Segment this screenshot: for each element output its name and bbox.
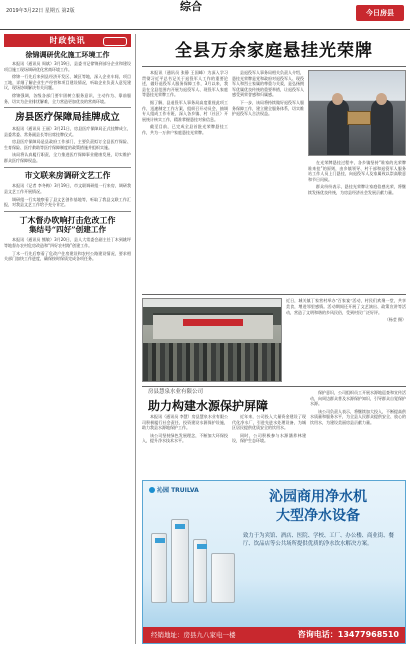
person-figure — [327, 99, 349, 155]
bottom-para: 同时，公司积极参与水源涵养林建设，保护生态环境。 — [232, 432, 306, 444]
contact-bar — [143, 627, 406, 643]
article-3-para: 调研组一行实地察看了县文艺创作基地等，听取了我县文联工作汇报，对我县文艺工作给予充分肯定。 — [4, 196, 131, 208]
crowd — [143, 343, 282, 381]
section-title: 综合 — [180, 0, 202, 13]
article-3-para: 本报讯（记者 李冬梅）3月19日，市文联调研组一行来房，调研我县文艺工作开展情况。 — [4, 183, 131, 194]
masthead — [0, 0, 410, 30]
bottom-headline: 助力构建水源保护屏障 — [148, 399, 269, 413]
brand-logo — [149, 487, 199, 494]
article-1-para: 本报讯（通讯员 周斌）3月19日，县委书记徐锦到部分企业和建设项目施工现场调研优化营商环境工作。 — [4, 61, 131, 72]
divider — [4, 211, 131, 212]
bottom-para: 本报讯（通讯员 李慧）房县慧泉水业有限公司积极履行社会责任，投资建设水源保护设施，助力我县水源地保护工作。 — [142, 414, 228, 431]
bottom-column-2 — [232, 414, 306, 478]
article-2-para: 本报讯（通讯员 王丽）3月21日，房县医疗保障局正式挂牌成立，县委常委、常务副县长等出席挂牌仪式。 — [4, 125, 131, 137]
brand-name: 沁园 TRUILVA — [157, 487, 199, 494]
water-dispenser-icon — [193, 539, 207, 603]
article-4-subtitle: 集结号“四好”创建工作 — [28, 225, 107, 235]
article-2-para: 房县医疗保障局是县政府工作部门，主要负责拟订全县医疗保险、生育保险、医疗救助等医疗保障制度的政策措施并组织实施。 — [4, 139, 131, 150]
honor-plaque-photo — [308, 70, 406, 156]
ad-subtitle: 大型净水设备 — [276, 508, 360, 524]
main-para: 下一步，该局将持续做好退役军人服务保障工作，建立健全服务体系，切实维护退役军人合法权益。 — [232, 99, 304, 117]
ad-title: 沁园商用净水机 — [269, 489, 367, 505]
bottom-para: 保护意识，公司组织员工开展水源地巡查和宣传活动，向周边群众普及水源保护知识，引导群众自觉保护水源。 — [310, 390, 406, 407]
article-1-para: 徐锦一行先后来到县经济开发区、城区等地，深入企业车间、项目工地，详细了解企业生产经营和项目建设情况，听取企业负责人意见建议，现场协调解决有关问题。 — [4, 74, 131, 91]
main-headline: 全县万余家庭悬挂光荣牌 — [175, 41, 373, 61]
main-para: 群众纷纷表示，悬挂光荣牌让家庭倍感光荣，将继续发扬优良传统，为房县经济社会发展贡献力量。 — [308, 184, 406, 195]
display-screen — [175, 524, 185, 529]
main-para: 县退役军人事务局相关负责人介绍，悬挂光荣牌是党和政府对退役军人、现役军人和烈士家属的尊重与关爱，是弘扬拥军优属优良传统的重要举措，让退役军人感受到荣誉感和归属感。 — [232, 70, 304, 98]
left-news-column — [4, 34, 136, 644]
display-screen — [155, 538, 165, 543]
main-para: 据了解，县退役军人事务局高度重视此项工作，迅速制定工作方案，组织召开动员会，抽调专人组成工作专班，深入各乡镇、村（社区）开展统计核实工作，精准掌握悬挂对象信息。 — [142, 99, 228, 122]
red-banner — [183, 319, 243, 326]
main-para: 在光荣牌悬挂过程中，各乡镇坚持“谁家的光荣牌谁来挂”的原则，由乡镇领导、村干部和退役军人服务站工作人员上门悬挂，向退役军人及家属致以崇高敬意和节日问候。 — [308, 160, 406, 182]
bottom-para: 该公司坚持绿色发展理念，不断加大环保投入，提升净水技术水平。 — [142, 432, 228, 444]
building — [153, 313, 273, 339]
display-screen — [197, 544, 207, 549]
article-3-title: 市文联来房调研文艺工作 — [24, 171, 111, 181]
main-story-column-3 — [308, 160, 406, 292]
water-dispenser-icon — [171, 519, 189, 603]
bottom-para: 该公司负责人表示，将继续加大投入，不断提高供水质量和服务水平，为全县人民群众提供安全、放心的饮用水，为建设美丽房县贡献力量。 — [310, 408, 406, 425]
bottom-kicker: 房县慧泉水业有限公司 — [148, 389, 204, 395]
article-4-para: 丁木一行先后察看了危改户住房建设和农村公路建设情况，要求相关部门加快工作进度，确保按时保质完成各项任务。 — [4, 250, 131, 262]
politics-banner: 时政快讯 — [4, 34, 131, 47]
bottom-column-3 — [310, 390, 406, 478]
village-banquet-photo — [142, 298, 282, 382]
paper-logo: 今日房县 — [356, 5, 404, 21]
article-2-para: 该局将认真履行职责，全力推进医疗保障事业健康发展，切实维护群众医疗保障权益。 — [4, 152, 131, 163]
divider — [142, 386, 406, 387]
article-4-para: 本报讯（通讯员 熊敏）3月20日，县人大常委会副主任丁木到姚坪等地督办农村危房改造和“四好农村路”创建工作。 — [4, 237, 131, 249]
main-story-column-1 — [142, 70, 228, 292]
main-story-column-2 — [232, 70, 304, 292]
caption-credit: （杨莹 摄） — [384, 317, 406, 323]
water-purifier-ad — [142, 480, 406, 644]
ad-description: 致力于为宾馆、酒店、医院、学校、工厂、办公楼、商业街、餐厅、饮品店等公共场所提供优质的净水饮水解决方案。 — [243, 533, 394, 547]
bottom-para: 近年来，公司投入大量资金建设了现代化净水厂，引进先进水处理设备，为城区居民提供优质安全的饮用水。 — [232, 414, 306, 431]
water-dispenser-icon — [151, 533, 167, 603]
caption-text: 近日，城关镇丁家营村举办“百家宴”活动，村民们欢聚一堂，共享美食，增进邻里感情。活动期间还开展了文艺演出、政策宣讲等活动，营造了文明和谐的乡风民俗，受到村民广泛好评。 — [286, 298, 406, 315]
product-lineup — [151, 503, 237, 611]
divider — [142, 66, 406, 67]
person-head — [376, 93, 387, 105]
divider — [4, 167, 131, 168]
article-2-title: 房县医疗保障局挂牌成立 — [15, 111, 120, 123]
phone-number: 咨询电话：13477968510 — [297, 630, 399, 639]
article-1-title: 徐锦调研优化施工环境工作 — [25, 50, 110, 59]
article-4-title: 丁木督办吹响打击危改工作 — [19, 215, 116, 226]
article-1-para: 徐锦强调，各级各部门要牢固树立服务意识，主动作为、靠前服务，切实为企业排忧解难，全力营造更加优良的营商环境。 — [4, 92, 131, 104]
divider — [142, 294, 406, 295]
divider — [4, 107, 131, 108]
person-head — [332, 93, 343, 105]
drop-icon — [149, 487, 155, 493]
bottom-column-1 — [142, 414, 228, 478]
honor-plaque — [347, 111, 371, 125]
issue-date: 2019年3月22日 星期五 第2版 — [6, 8, 75, 14]
main-para: 截至目前，已完成全县首批光荣牌悬挂工作，共为一万余户家庭悬挂光荣牌。 — [142, 124, 228, 135]
person-figure — [371, 99, 393, 155]
filter-unit-icon — [211, 553, 235, 603]
photo-caption — [286, 298, 406, 384]
main-para: 本报讯（通讯员 张静 王国峰）为深入学习贯彻习近平总书记关于退役军人工作的重要论述，做好退役军人服务保障工作，3月以来，我县在全县范围内开展为退役军人、现役军人家庭等悬挂光荣牌工作。 — [142, 70, 228, 98]
store-address: 经销地址：房县九八家电一楼 — [151, 631, 236, 639]
